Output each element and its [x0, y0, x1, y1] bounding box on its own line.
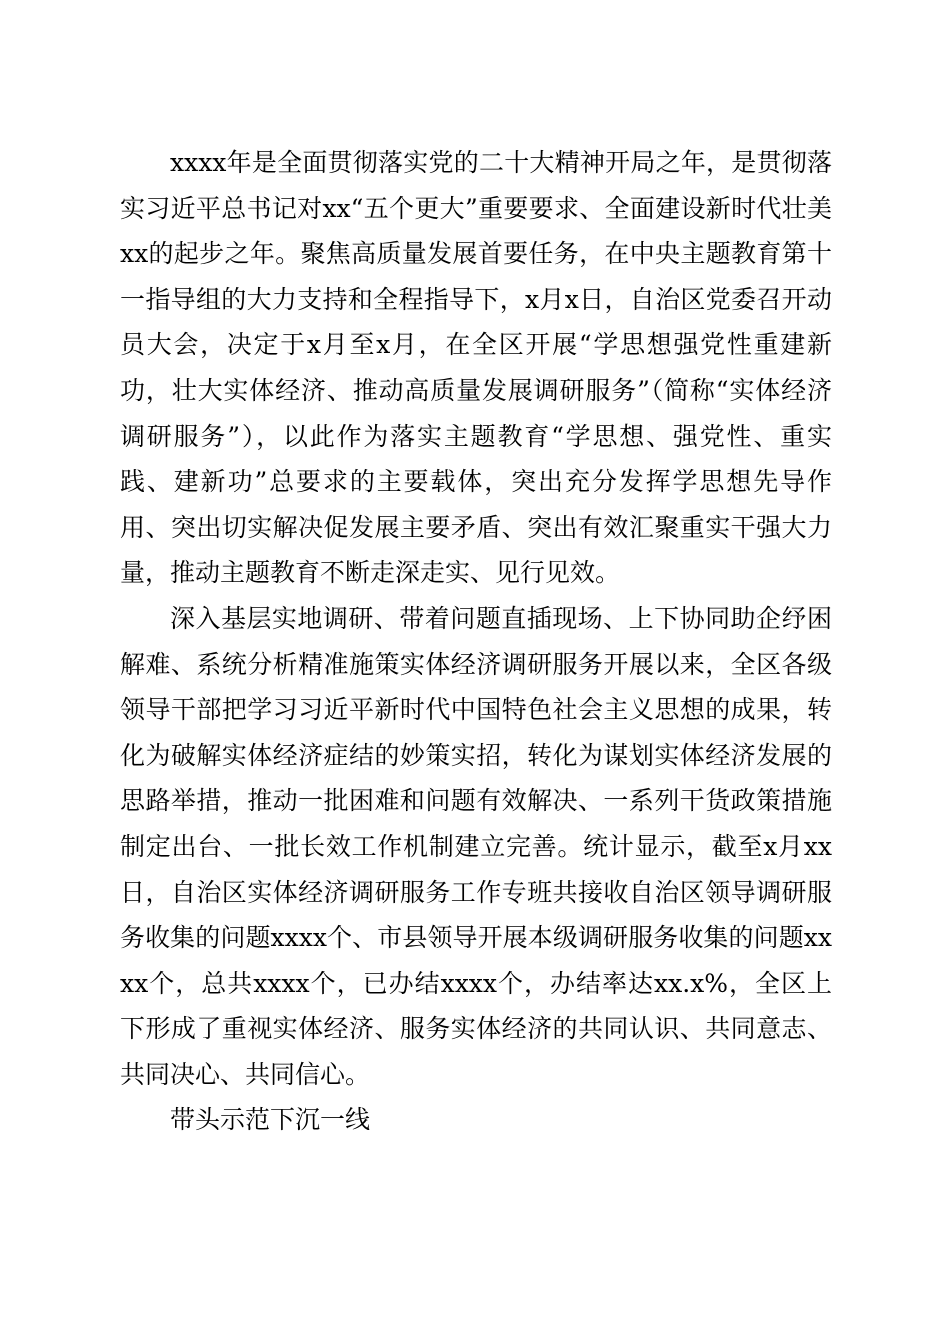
paragraph-progress: 深入基层实地调研、带着问题直插现场、上下协同助企纾困解难、系统分析精准施策实体经济调研服务开展以来，全区各级领导干部把学习习近平新时代中国特色社会主义思想的成果，转化为破解实体经济症结的妙策实招，转化为谋划实体经济发展的思路举措，推动一批困难和问题有效解决、一系列干货政策措施制定出台、一批长效工作机制建立完善。统计显示，截至x月xx日，自治区实体经济调研服务工作专班共接收自治区领导调研服务收集的问题xxxx个、市县领导开展本级调研服务收集的问题xxxx个，总共xxxx个，已办结xxxx个，办结率达xx.x%，全区上下形成了重视实体经济、服务实体经济的共同认识、共同意志、共同决心、共同信心。 [120, 603, 832, 1089]
section-heading: 带头示范下沉一线 [170, 1105, 371, 1135]
document-body [120, 140, 832, 1143]
paragraph-intro: xxxx年是全面贯彻落实党的二十大精神开局之年，是贯彻落实习近平总书记对xx“五个更大”重要要求、全面建设新时代壮美xx的起步之年。聚焦高质量发展首要任务，在中央主题教育第十一指导组的大力支持和全程指导下，x月x日，自治区党委召开动员大会，决定于x月至x月，在全区开展“学思想强党性重建新功，壮大实体经济、推动高质量发展调研服务”（简称“实体经济调研服务”），以此作为落实主题教育“学思想、强党性、重实践、建新功”总要求的主要载体，突出充分发挥学思想先导作用、突出切实解决促发展主要矛盾、突出有效汇聚重实干强大力量，推动主题教育不断走深走实、见行见效。 [120, 148, 832, 588]
